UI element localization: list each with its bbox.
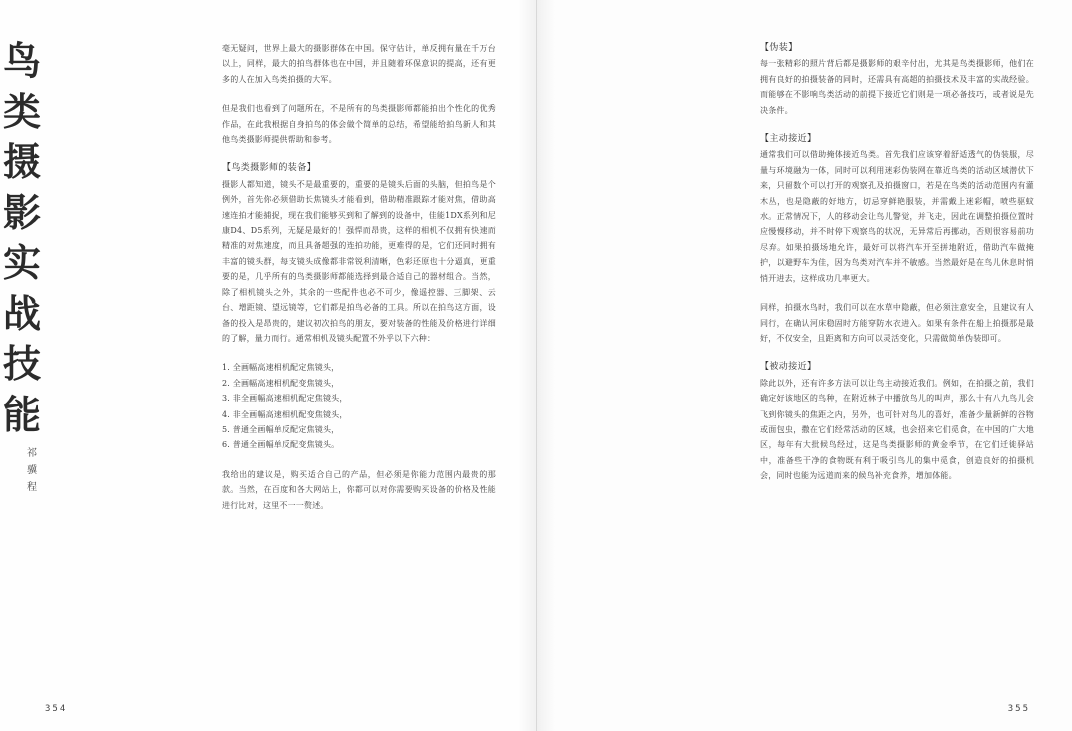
list-item: 6. 普通全画幅单反配变焦镜头。 [222,440,340,450]
page-number-left: 354 [45,704,68,714]
list-item: 5. 普通全画幅单反配定焦镜头， [222,424,340,434]
section-heading-camouflage: 【伪装】 [760,43,798,53]
section-heading-active-approach: 【主动接近】 [760,134,817,145]
body-paragraph: 除此以外，还有许多方法可以让鸟主动接近我们。例如，在拍摄之前，我们确定好该地区的鸟种，在附近林子中播放鸟儿的叫声，那么十有八九鸟儿会飞到你镜头的焦距之内，另外，也可针对鸟儿的喜好，准备少量新鲜的谷物或面包虫，撒在它们经常活动的区域，也会招来它们觅食，在中国的广大地区，每年有大批候鸟经过，这是鸟类摄影师的黄金季节，在它们迁徙驿站中，准备些干净的食物既有利于吸引鸟儿的集中觅食，创造良好的拍摄机会，同时也能为远道而来的候鸟补充食养，增加体能。 [760,378,1034,481]
title-char: 影 [2,189,41,235]
section-heading-equipment: 【鸟类摄影师的装备】 [222,163,317,174]
author-char: 程 [27,482,37,493]
title-char: 能 [2,391,41,437]
title-char: 实 [2,240,41,285]
title-char: 战 [2,290,41,336]
author-char: 骥 [27,465,37,476]
list-item: 3. 非全画幅高速相机配定焦镜头， [222,394,348,404]
title-char: 鸟 [2,38,41,83]
left-text-column [222,41,496,513]
body-paragraph: 每一张精彩的照片背后都是摄影师的艰辛付出，尤其是鸟类摄影师，他们在拥有良好的拍摄装备的同时，还需具有高超的拍摄技术及丰富的实战经验。而能够在不影响鸟类活动的前提下接近它们则是一项必备技巧，或者说是先决条件。 [760,59,1034,115]
closing-paragraph: 我给出的建议是，购买适合自己的产品，但必须是你能力范围内最贵的那款。当然，在百度和各大网站上，你都可以对你需要购买设备的价格及性能进行比对，这里不一一赘述。 [222,469,496,510]
right-page [537,0,1072,731]
section-heading-passive-approach: 【被动接近】 [760,362,817,373]
list-item: 1. 全画幅高速相机配定焦镜头， [222,363,340,373]
gutter-shadow [518,0,536,731]
author-char: 祁 [27,448,37,459]
page-number-right: 355 [1007,704,1030,714]
title-char: 摄 [2,139,41,184]
title-char: 类 [2,88,41,134]
intro-paragraph: 毫无疑问，世界上最大的摄影群体在中国。保守估计，单反拥有量在千万台以上，同样，最大的拍鸟群体也在中国，并且随着环保意识的提高，还有更多的人在加入鸟类拍摄的大军。 [222,44,496,84]
intro-paragraph: 但是我们也看到了问题所在，不是所有的鸟类摄影师都能拍出个性化的优秀作品，在此我根据自身拍鸟的体会做个简单的总结，希望能给拍鸟新人和其他鸟类摄影师提供帮助和参考。 [222,104,496,145]
body-paragraph: 通常我们可以借助掩体接近鸟类。首先我们应该穿着舒适透气的伪装服，尽量与环境融为一体，同时可以利用迷彩伪装网在靠近鸟类的活动区域潜伏下来，只留数个可以打开的观察孔及拍摄窗口，若是在鸟类的活动范围内有灌木丛，也是隐蔽的好地方，切忌穿鲜艳服装，并需戴上迷彩帽，喷些驱蚊水。正常情况下，人的移动会让鸟儿警觉，并飞走，因此在调整拍摄位置时应慢慢移动，并不时停下观察鸟的状况，无异常后再挪动，否则很容易前功尽弃。如果拍摄场地允许，最好可以将汽车开至拼地附近，借助汽车做掩护，以避野车为佳，因为鸟类对汽车并不敏感。当然最好是在鸟儿休息时悄悄开进去，这样成功几率更大。 [760,150,1034,283]
list-item: 4. 非全画幅高速相机配变焦镜头， [222,409,348,419]
right-text-column [760,41,1034,484]
chapter-title-vertical [2,36,42,440]
equipment-list [222,360,496,452]
author-vertical [25,445,39,496]
title-char: 技 [2,341,41,386]
list-item: 2. 全画幅高速相机配变焦镜头， [222,378,340,388]
body-paragraph: 摄影人都知道，镜头不是最重要的，重要的是镜头后面的头脑，但拍鸟是个例外，首先你必须借助长焦镜头才能看到，借助精准跟踪才能对焦，借助高速连拍才能捕捉，现在我们能够买到和了解到的设备中，佳能1DX系列和尼康D4、D5系列，无疑是最好的！强悍而昂贵，这样的相机不仅拥有快速而精准的对焦速度，而且具备超强的连拍功能，更难得的是，它们还同时拥有丰富的镜头群，每支镜头成像都非常锐利清晰，色彩还原也十分逼真，更重要的是，几乎所有的鸟类摄影师都能选择到最合适自己的器材组合。当然，除了相机镜头之外，其余的一些配件也必不可少，像遥控器、三脚架、云台、增距镜、望远镜等，它们都是拍鸟必备的工具。所以在拍鸟这方面，设备的投入是昂贵的，建议初次拍鸟的朋友，要对装备的性能及价格进行详细的了解，量力而行。通常相机及镜头配置不外乎以下六种： [222,179,496,343]
gutter-shadow [537,0,555,731]
body-paragraph: 同样，拍摄水鸟时，我们可以在水草中隐蔽，但必须注意安全，且建议有人同行，在确认河床稳固时方能穿防水衣进入。如果有条件在船上拍摄那是最好，不仅安全，且距离和方向可以灵活变化，只需做简单伪装即可。 [760,303,1034,343]
